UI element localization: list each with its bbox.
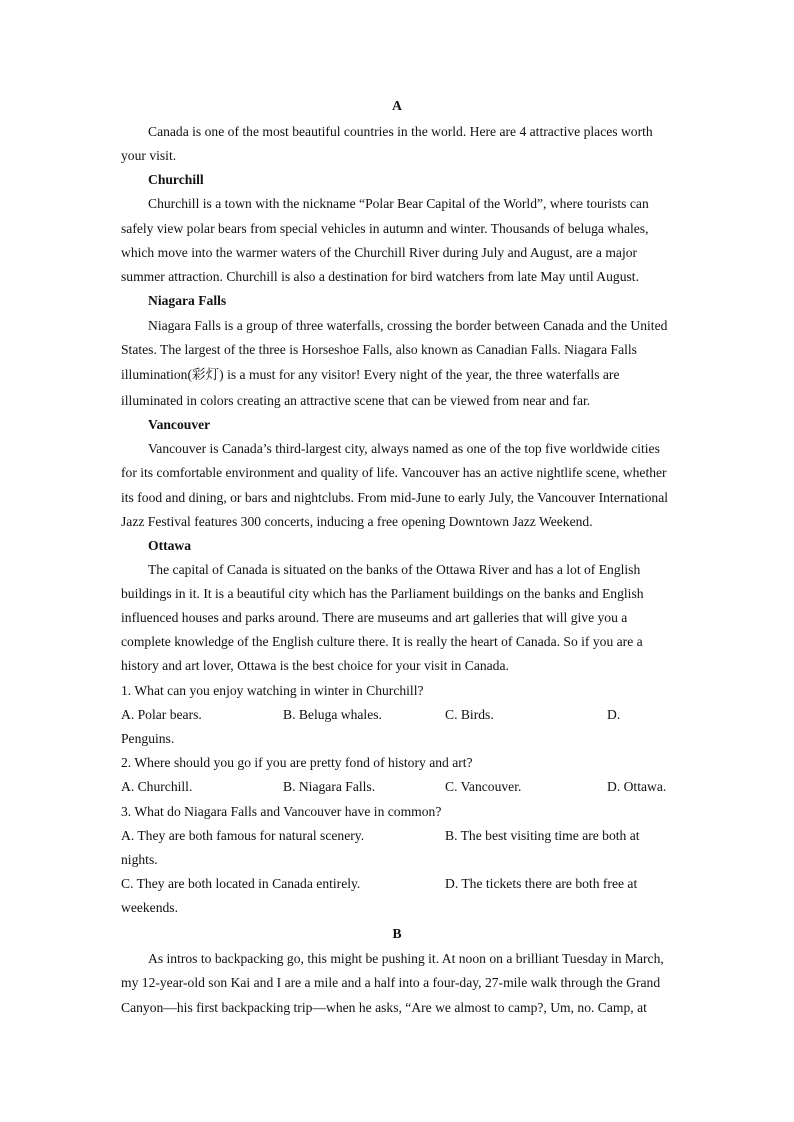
paragraph-line: Niagara Falls is a group of three waterfalls, crossing the border between Canada and the United [148,318,668,333]
paragraph-line: Canyon—his first backpacking trip—when he asks, “Are we almost to camp?, Um, no. Camp, at [121,1000,647,1015]
paragraph-line: illuminated in colors creating an attractive scene that can be viewed from near and far. [121,393,591,408]
intro-line: Canada is one of the most beautiful countries in the world. Here are 4 attractive places worth [148,124,653,139]
paragraph-line: complete knowledge of the English culture there. It is really the heart of Canada. So if you are a [121,634,643,649]
answer-option: A. Churchill. [121,779,193,794]
paragraph-line: its food and dining, or bars and nightclubs. From mid-June to early July, the Vancouver International [121,490,669,505]
paragraph-line: summer attraction. Churchill is also a destination for bird watchers from late May until August. [121,269,639,284]
paragraph-line: history and art lover, Ottawa is the best choice for your visit in Canada. [121,658,509,673]
paragraph-line: States. The largest of the three is Horseshoe Falls, also known as Canadian Falls. Niagara Falls [121,342,637,357]
paragraph-line: safely view polar bears from special vehicles in autumn and winter. Thousands of beluga whales, [121,221,649,236]
answer-option-wrap: nights. [121,852,158,867]
section-title-niagara-falls: Niagara Falls [148,293,227,308]
paragraph-line: Vancouver is Canada’s third-largest city, always named as one of the top five worldwide cities [148,441,660,456]
answer-option-wrap: Penguins. [121,731,175,746]
answer-option: D. [607,707,621,722]
answer-option-wrap: weekends. [121,900,178,915]
paragraph-line: Churchill is a town with the nickname “Polar Bear Capital of the World”, where tourists can [148,196,649,211]
answer-option: C. They are both located in Canada entirely. [121,876,361,891]
answer-option: C. Vancouver. [445,779,522,794]
paragraph-line: Jazz Festival features 300 concerts, inducing a free opening Downtown Jazz Weekend. [121,514,593,529]
answer-option: A. They are both famous for natural scenery. [121,828,365,843]
answer-option: B. Niagara Falls. [283,779,376,794]
answer-option: B. Beluga whales. [283,707,382,722]
answer-option: D. The tickets there are both free at [445,876,638,891]
paragraph-line: my 12-year-old son Kai and I are a mile and a half into a four-day, 27-mile walk through the Grand [121,975,661,990]
paragraph-line: which move into the warmer waters of the Churchill River during July and August, are a major [121,245,638,260]
question-stem: 2. Where should you go if you are pretty fond of history and art? [121,755,473,770]
paragraph-line: influenced houses and parks around. There are museums and art galleries that will give you a [121,610,628,625]
paragraph-line: The capital of Canada is situated on the banks of the Ottawa River and has a lot of English [148,562,641,577]
paragraph-line: for its comfortable environment and quality of life. Vancouver has an active nightlife scene, whether [121,465,667,480]
answer-option: B. The best visiting time are both at [445,828,640,843]
intro-line: your visit. [121,148,177,163]
section-title-ottawa: Ottawa [148,538,192,553]
answer-option: C. Birds. [445,707,494,722]
passage-b-heading: B [392,926,402,941]
passage-a-heading: A [392,98,402,113]
answer-option: A. Polar bears. [121,707,202,722]
section-title-churchill: Churchill [148,172,204,187]
answer-option: D. Ottawa. [607,779,667,794]
paragraph-line: buildings in it. It is a beautiful city which has the Parliament buildings on the banks and English [121,586,644,601]
paragraph-line: As intros to backpacking go, this might be pushing it. At noon on a brilliant Tuesday in March, [148,951,664,966]
section-title-vancouver: Vancouver [148,417,211,432]
question-stem: 1. What can you enjoy watching in winter in Churchill? [121,683,424,698]
paragraph-line: illumination(彩灯) is a must for any visitor! Every night of the year, the three waterfalls are [121,367,620,382]
question-stem: 3. What do Niagara Falls and Vancouver have in common? [121,804,442,819]
